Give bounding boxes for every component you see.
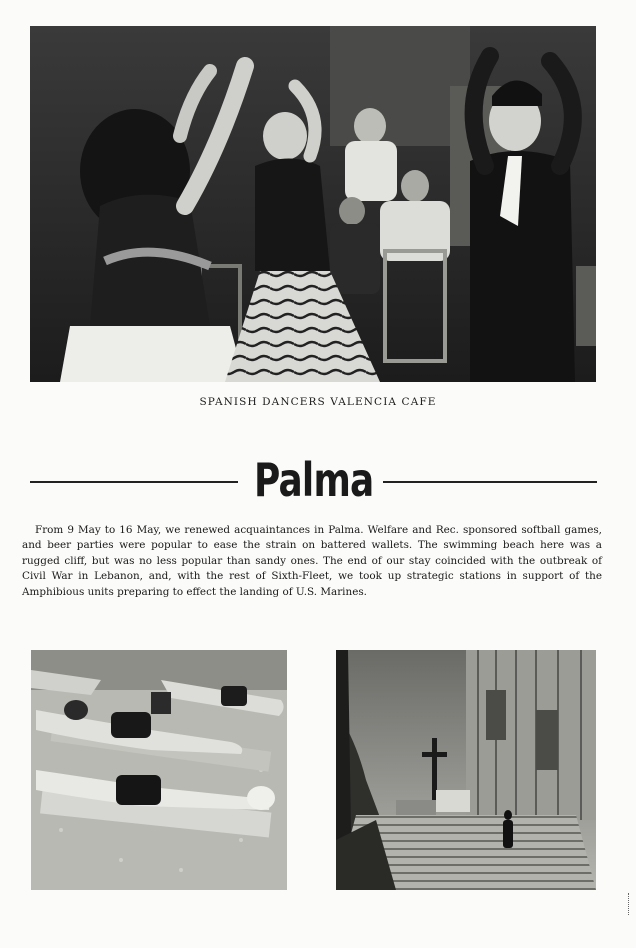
photo-spanish-dancers [30,26,596,382]
photo-cathedral-steps [336,650,596,890]
photo-caption: SPANISH DANCERS VALENCIA CAFE [199,396,437,408]
beach-photo-drawing [31,650,287,890]
body-paragraph: From 9 May to 16 May, we renewed acquaintances in Palma. Welfare and Rec. sponsored softball games, and beer parties were popular to ease the strain on battered wallets. The swimming beach here was a rugged cliff, but was no less popular than sandy ones. The end of our stay coincided with the outbreak of Civil War in Lebanon, and, with the rest of Sixth-Fleet, we took up strategic stations in support of the Amphibious units preparing to effect the landing of U.S. Marines. [22,524,602,598]
title-rule-left [30,481,238,483]
photo-beach-sunbathers [31,650,287,890]
section-heading [0,448,636,512]
title-rule-right [383,481,597,483]
dancers-photo-drawing [30,26,596,382]
cathedral-photo-drawing [336,650,596,890]
page-edge-mark [628,893,632,915]
section-title: Palma [253,453,374,507]
